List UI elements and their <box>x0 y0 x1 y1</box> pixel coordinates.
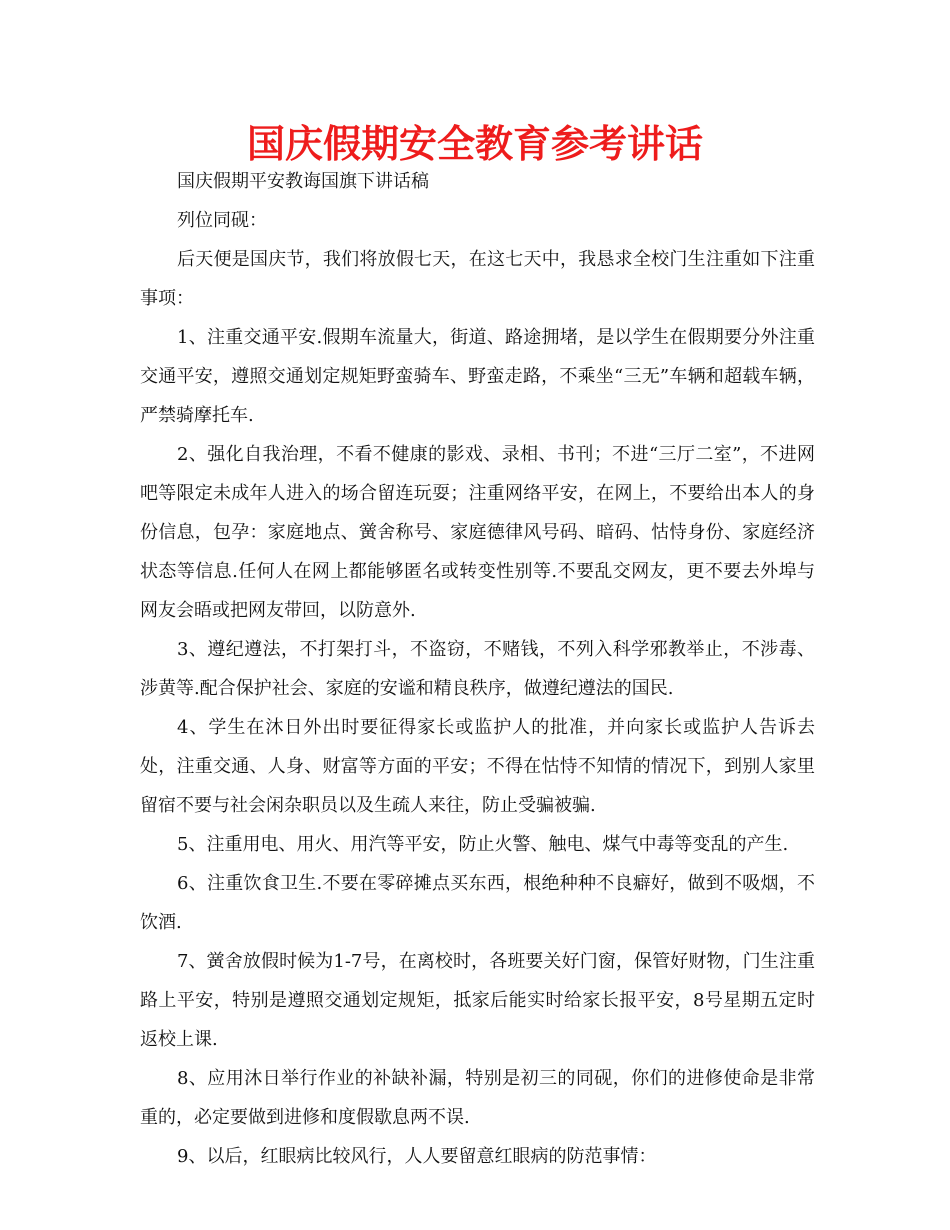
item-paragraph-5: 5、注重用电、用火、用汽等平安，防止火警、触电、煤气中毒等变乱的产生. <box>177 834 789 855</box>
item-paragraph-1: 1、注重交通平安.假期车流量大，街道、路途拥堵，是以学生在假期要分外注重交通平安，遵照交通划定规矩野蛮骑车、野蛮走路，不乘坐“三无”车辆和超载车辆，严禁骑摩托车. <box>140 327 815 426</box>
item-paragraph-3: 3、遵纪遵法，不打架打斗，不盗窃，不赌钱，不列入科学邪教举止，不涉毒、涉黄等.配合保护社会、家庭的安谧和精良秩序，做遵纪遵法的国民. <box>140 639 815 699</box>
item-paragraph-7: 7、黉舍放假时候为1-7号，在离校时，各班要关好门窗，保管好财物，门生注重路上平安，特别是遵照交通划定规矩，抵家后能实时给家长报平安，8号星期五定时返校上课. <box>140 951 815 1050</box>
item-paragraph-6: 6、注重饮食卫生.不要在零碎摊点买东西，根绝种种不良癖好，做到不吸烟，不饮酒. <box>140 873 815 933</box>
document-body <box>140 162 815 1176</box>
item-paragraph-4: 4、学生在沐日外出时要征得家长或监护人的批准，并向家长或监护人告诉去处，注重交通、人身、财富等方面的平安；不得在怙恃不知情的情况下，到别人家里留宿不要与社会闲杂职员以及生疏人来往，防止受骗被骗. <box>140 717 815 816</box>
item-paragraph-8: 8、应用沐日举行作业的补缺补漏，特别是初三的同砚，你们的进修使命是非常重的，必定要做到进修和度假歇息两不误. <box>140 1068 815 1128</box>
salutation-paragraph: 列位同砚： <box>177 210 267 231</box>
document-title: 国庆假期安全教育参考讲话 <box>246 122 703 166</box>
subtitle-paragraph: 国庆假期平安教诲国旗下讲话稿 <box>177 171 429 192</box>
item-paragraph-9: 9、以后，红眼病比较风行，人人要留意红眼病的防范事情： <box>177 1146 657 1167</box>
intro-paragraph: 后天便是国庆节，我们将放假七天，在这七天中，我恳求全校门生注重如下注重事项： <box>140 249 815 309</box>
item-paragraph-2: 2、强化自我治理，不看不健康的影戏、录相、书刊；不进“三厅二室”，不进网吧等限定未成年人进入的场合留连玩耍；注重网络平安，在网上，不要给出本人的身份信息，包孕：家庭地点、黉舍称号、家庭德律风号码、暗码、怙恃身份、家庭经济状态等信息.任何人在网上都能够匿名或转变性别等.不要乱交网友，更不要去外埠与网友会晤或把网友带回，以防意外. <box>140 444 815 621</box>
